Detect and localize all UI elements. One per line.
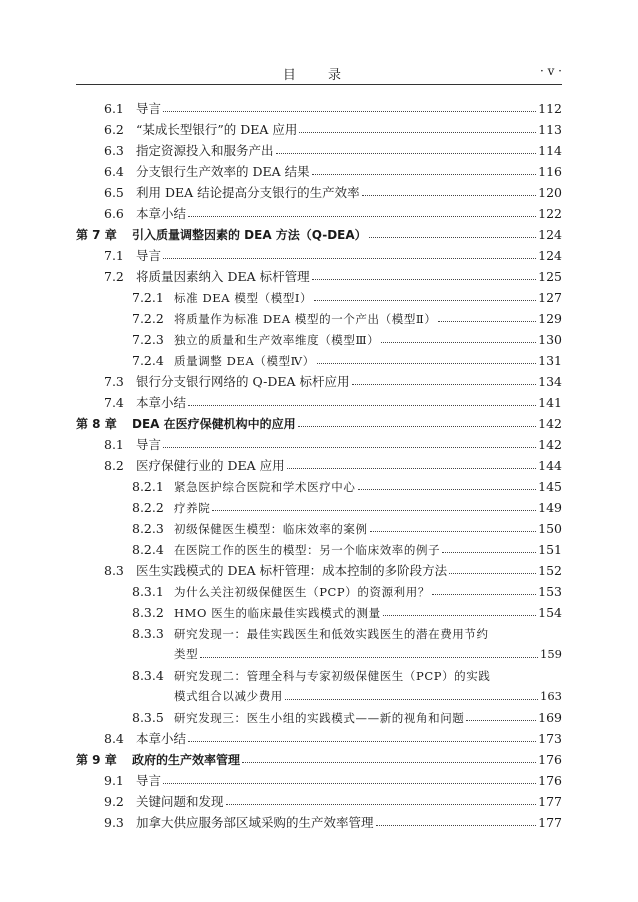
entry-number: 8.3.1 <box>132 584 164 599</box>
entry-page: 176 <box>538 752 562 767</box>
toc-section-entry[interactable] <box>76 560 562 581</box>
entry-title: 关键问题和发现 <box>136 794 224 809</box>
entry-title: “某成长型银行”的 DEA 应用 <box>136 122 298 137</box>
entry-number: 第 8 章 <box>76 417 117 431</box>
entry-number: 7.2.3 <box>132 332 164 347</box>
dot-leader <box>381 342 536 343</box>
entry-title: 初级保健医生模型：临床效率的案例 <box>174 522 368 536</box>
entry-page: 131 <box>538 353 562 368</box>
dot-leader <box>442 552 536 553</box>
entry-page: 177 <box>538 794 562 809</box>
dot-leader <box>383 615 536 616</box>
entry-number: 8.1 <box>104 437 124 452</box>
entry-title: 紧急医护综合医院和学术医疗中心 <box>174 480 356 494</box>
entry-page: 154 <box>538 605 562 620</box>
toc-section-entry[interactable] <box>76 812 562 833</box>
toc-subsection-entry[interactable] <box>76 581 562 602</box>
entry-page: 151 <box>538 542 562 557</box>
entry-title: 研究发现三：医生小组的实践模式——新的视角和问题 <box>174 711 465 725</box>
toc-chapter-entry[interactable] <box>76 413 562 434</box>
dot-leader <box>163 447 536 448</box>
entry-title: 指定资源投入和服务产出 <box>136 143 274 158</box>
toc-section-entry[interactable] <box>76 791 562 812</box>
entry-number: 6.1 <box>104 101 124 116</box>
entry-title: 本章小结 <box>136 395 187 410</box>
entry-page: 177 <box>538 815 562 830</box>
entry-page: 113 <box>538 122 562 137</box>
entry-page: 176 <box>538 773 562 788</box>
dot-leader <box>242 762 536 763</box>
toc-subsection-entry[interactable] <box>76 707 562 728</box>
dot-leader <box>466 720 536 721</box>
entry-title: 利用 DEA 结论提高分支银行的生产效率 <box>136 185 360 200</box>
toc-subsection-entry[interactable] <box>76 497 562 518</box>
dot-leader <box>369 237 536 238</box>
page-number: · v · <box>539 64 562 78</box>
dot-leader <box>188 405 536 406</box>
entry-number: 8.2.1 <box>132 479 164 494</box>
entry-page: 122 <box>538 206 562 221</box>
dot-leader <box>188 216 536 217</box>
entry-page: 150 <box>538 521 562 536</box>
running-header <box>76 62 562 85</box>
entry-title: 本章小结 <box>136 206 187 221</box>
toc-subsection-entry[interactable] <box>76 518 562 539</box>
entry-title: HMO 医生的临床最佳实践模式的测量 <box>174 606 381 620</box>
entry-number: 8.3 <box>104 563 124 578</box>
toc-section-entry[interactable] <box>76 98 562 119</box>
entry-page: 152 <box>538 563 562 578</box>
entry-page: 142 <box>538 437 562 452</box>
entry-title: 医生实践模式的 DEA 标杆管理：成本控制的多阶段方法 <box>136 563 448 578</box>
entry-number: 8.2.2 <box>132 500 164 515</box>
entry-title: 研究发现二：管理全科与专家初级保健医生（PCP）的实践 <box>174 669 491 683</box>
entry-page: 159 <box>540 647 562 661</box>
entry-page: 124 <box>538 227 562 242</box>
entry-title: 标准 DEA 模型（模型Ⅰ） <box>174 291 313 305</box>
entry-title: 政府的生产效率管理 <box>132 753 241 767</box>
dot-leader <box>163 258 536 259</box>
entry-number: 6.6 <box>104 206 124 221</box>
dot-leader <box>376 825 537 826</box>
entry-number: 6.2 <box>104 122 124 137</box>
toc-section-entry[interactable] <box>76 266 562 287</box>
entry-title: 为什么关注初级保健医生（PCP）的资源利用？ <box>174 585 430 599</box>
toc-section-entry[interactable] <box>76 161 562 182</box>
dot-leader <box>299 132 536 133</box>
entry-page: 144 <box>538 458 562 473</box>
entry-title: 质量调整 DEA（模型Ⅳ） <box>174 354 315 368</box>
toc-section-entry[interactable] <box>76 203 562 224</box>
entry-number: 6.3 <box>104 143 124 158</box>
toc-subsection-entry[interactable] <box>76 602 562 623</box>
toc-section-entry[interactable] <box>76 770 562 791</box>
entry-number: 第 9 章 <box>76 753 117 767</box>
toc-subsection-entry[interactable] <box>76 623 562 644</box>
dot-leader <box>285 699 538 700</box>
entry-page: 145 <box>538 479 562 494</box>
running-title: 目 录 <box>282 68 356 83</box>
toc-chapter-entry[interactable] <box>76 224 562 245</box>
entry-number: 7.2.4 <box>132 353 164 368</box>
entry-title: 研究发现一：最佳实践医生和低效实践医生的潜在费用节约 <box>174 627 489 641</box>
dot-leader <box>163 111 536 112</box>
entry-page: 142 <box>538 416 562 431</box>
entry-page: 134 <box>538 374 562 389</box>
toc-section-entry[interactable] <box>76 434 562 455</box>
entry-title: 疗养院 <box>174 501 211 515</box>
toc-section-entry[interactable] <box>76 371 562 392</box>
entry-page: 129 <box>538 311 562 326</box>
dot-leader <box>314 300 536 301</box>
entry-title: 将质量作为标准 DEA 模型的一个产出（模型Ⅱ） <box>174 312 437 326</box>
entry-page: 112 <box>538 101 562 116</box>
entry-number: 7.4 <box>104 395 124 410</box>
entry-number: 9.2 <box>104 794 124 809</box>
toc-section-entry[interactable] <box>76 119 562 140</box>
entry-title: DEA 在医疗保健机构中的应用 <box>132 417 296 431</box>
dot-leader <box>352 384 537 385</box>
entry-title: 加拿大供应服务部区域采购的生产效率管理 <box>136 815 374 830</box>
dot-leader <box>188 741 536 742</box>
entry-page: 125 <box>538 269 562 284</box>
dot-leader <box>358 489 537 490</box>
entry-title: 独立的质量和生产效率维度（模型Ⅲ） <box>174 333 380 347</box>
dot-leader <box>432 594 536 595</box>
toc-subsection-entry[interactable] <box>76 665 562 686</box>
dot-leader <box>438 321 536 322</box>
dot-leader <box>226 804 537 805</box>
entry-number: 9.1 <box>104 773 124 788</box>
entry-title: 导言 <box>136 248 162 263</box>
toc-section-entry[interactable] <box>76 455 562 476</box>
toc-section-entry[interactable] <box>76 392 562 413</box>
entry-title-continued: 类型 <box>174 647 199 661</box>
dot-leader <box>298 426 537 427</box>
toc-subsection-entry[interactable] <box>76 308 562 329</box>
toc-chapter-entry[interactable] <box>76 749 562 770</box>
dot-leader <box>312 279 537 280</box>
dot-leader <box>370 531 537 532</box>
entry-number: 8.3.4 <box>132 668 164 683</box>
entry-title: 导言 <box>136 437 162 452</box>
toc-section-entry[interactable] <box>76 245 562 266</box>
entry-title-continued: 模式组合以减少费用 <box>174 689 283 703</box>
toc-subsection-entry[interactable] <box>76 539 562 560</box>
entry-title: 本章小结 <box>136 731 187 746</box>
entry-title: 分支银行生产效率的 DEA 结果 <box>136 164 310 179</box>
entry-number: 8.3.5 <box>132 710 164 725</box>
toc-subsection-entry[interactable] <box>76 350 562 371</box>
toc-section-entry[interactable] <box>76 140 562 161</box>
dot-leader <box>163 783 536 784</box>
toc-section-entry[interactable] <box>76 728 562 749</box>
entry-number: 8.4 <box>104 731 124 746</box>
entry-number: 8.2.3 <box>132 521 164 536</box>
entry-title: 引入质量调整因素的 DEA 方法（Q-DEA） <box>132 228 367 242</box>
toc-subsection-entry[interactable] <box>76 476 562 497</box>
entry-number: 7.2.2 <box>132 311 164 326</box>
entry-title: 导言 <box>136 101 162 116</box>
dot-leader <box>362 195 537 196</box>
entry-number: 7.3 <box>104 374 124 389</box>
dot-leader <box>312 174 537 175</box>
entry-page: 116 <box>538 164 562 179</box>
entry-number: 7.1 <box>104 248 124 263</box>
entry-page: 163 <box>540 689 562 703</box>
entry-number: 第 7 章 <box>76 228 117 242</box>
entry-number: 8.2.4 <box>132 542 164 557</box>
entry-title: 导言 <box>136 773 162 788</box>
entry-page: 120 <box>538 185 562 200</box>
toc-subsection-entry[interactable] <box>76 329 562 350</box>
entry-number: 8.3.3 <box>132 626 164 641</box>
entry-number: 6.4 <box>104 164 124 179</box>
entry-page: 130 <box>538 332 562 347</box>
entry-number: 8.3.2 <box>132 605 164 620</box>
entry-page: 149 <box>538 500 562 515</box>
toc-section-entry[interactable] <box>76 182 562 203</box>
entry-page: 141 <box>538 395 562 410</box>
entry-number: 8.2 <box>104 458 124 473</box>
toc-entry-continuation[interactable] <box>76 644 562 665</box>
entry-number: 7.2 <box>104 269 124 284</box>
dot-leader <box>317 363 536 364</box>
entry-number: 6.5 <box>104 185 124 200</box>
entry-page: 169 <box>538 710 562 725</box>
entry-page: 153 <box>538 584 562 599</box>
toc-subsection-entry[interactable] <box>76 287 562 308</box>
entry-page: 127 <box>538 290 562 305</box>
entry-title: 将质量因素纳入 DEA 标杆管理 <box>136 269 310 284</box>
dot-leader <box>200 657 538 658</box>
entry-title: 在医院工作的医生的模型：另一个临床效率的例子 <box>174 543 441 557</box>
entry-title: 医疗保健行业的 DEA 应用 <box>136 458 285 473</box>
dot-leader <box>276 153 537 154</box>
toc-entry-continuation[interactable] <box>76 686 562 707</box>
entry-page: 124 <box>538 248 562 263</box>
table-of-contents <box>76 98 562 833</box>
entry-page: 114 <box>538 143 562 158</box>
entry-title: 银行分支银行网络的 Q-DEA 标杆应用 <box>136 374 350 389</box>
entry-page: 173 <box>538 731 562 746</box>
entry-number: 7.2.1 <box>132 290 164 305</box>
dot-leader <box>212 510 536 511</box>
entry-number: 9.3 <box>104 815 124 830</box>
dot-leader <box>449 573 536 574</box>
dot-leader <box>287 468 537 469</box>
